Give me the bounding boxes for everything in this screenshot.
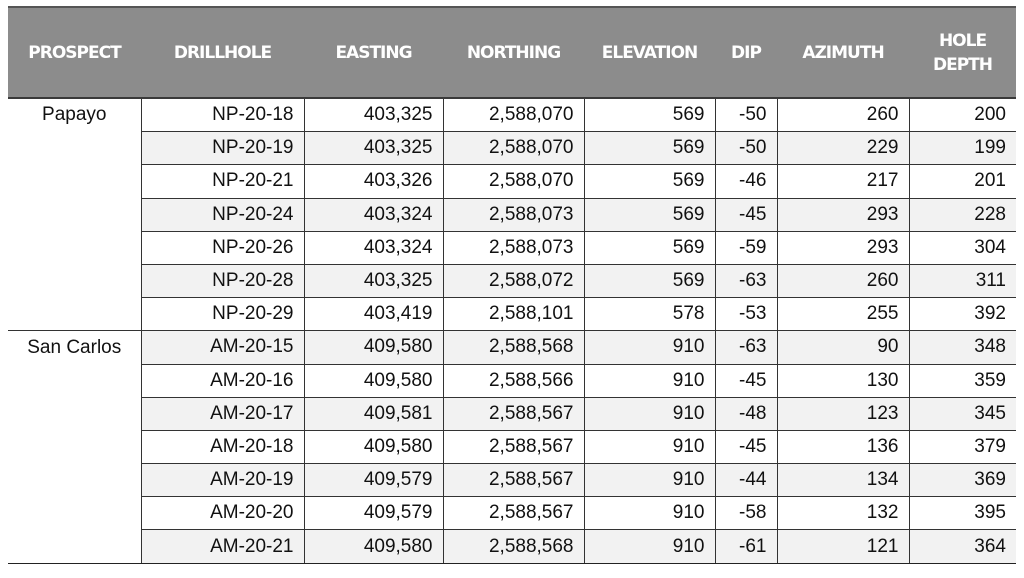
cell-northing: 2,588,070 (443, 98, 584, 132)
cell-dip: -50 (715, 98, 777, 132)
header-hole-depth (909, 7, 1016, 98)
cell-drillhole: AM-20-15 (141, 331, 304, 364)
table-row (8, 497, 1016, 530)
cell-dip: -45 (715, 198, 777, 231)
cell-prospect (8, 364, 141, 397)
cell-elevation: 910 (584, 497, 715, 530)
cell-easting: 403,324 (304, 231, 443, 264)
table-row (8, 364, 1016, 397)
table-row (8, 430, 1016, 463)
table-row (8, 298, 1016, 331)
cell-dip: -59 (715, 231, 777, 264)
cell-hole-depth: 392 (909, 298, 1016, 331)
cell-northing: 2,588,568 (443, 331, 584, 364)
cell-elevation: 569 (584, 132, 715, 165)
cell-hole-depth: 311 (909, 264, 1016, 297)
cell-elevation: 569 (584, 231, 715, 264)
cell-elevation: 578 (584, 298, 715, 331)
cell-azimuth: 293 (777, 231, 909, 264)
header-row (8, 7, 1016, 98)
cell-azimuth: 134 (777, 464, 909, 497)
cell-northing: 2,588,567 (443, 464, 584, 497)
cell-northing: 2,588,070 (443, 132, 584, 165)
cell-drillhole: AM-20-17 (141, 397, 304, 430)
cell-dip: -50 (715, 132, 777, 165)
cell-prospect (8, 132, 141, 165)
cell-hole-depth: 201 (909, 165, 1016, 198)
header-northing: NORTHING (443, 7, 584, 98)
cell-azimuth: 90 (777, 331, 909, 364)
cell-prospect (8, 165, 141, 198)
cell-hole-depth: 304 (909, 231, 1016, 264)
cell-azimuth: 123 (777, 397, 909, 430)
header-dip: DIP (715, 7, 777, 98)
cell-prospect (8, 464, 141, 497)
cell-azimuth: 255 (777, 298, 909, 331)
cell-northing: 2,588,566 (443, 364, 584, 397)
cell-prospect (8, 298, 141, 331)
cell-northing: 2,588,070 (443, 165, 584, 198)
table-header (8, 7, 1016, 98)
cell-azimuth: 260 (777, 264, 909, 297)
cell-prospect (8, 497, 141, 530)
cell-elevation: 569 (584, 165, 715, 198)
cell-elevation: 910 (584, 530, 715, 563)
cell-azimuth: 132 (777, 497, 909, 530)
table-row (8, 198, 1016, 231)
drillhole-table (8, 6, 1016, 564)
cell-azimuth: 229 (777, 132, 909, 165)
cell-azimuth: 121 (777, 530, 909, 563)
cell-drillhole: NP-20-26 (141, 231, 304, 264)
cell-elevation: 569 (584, 264, 715, 297)
cell-dip: -45 (715, 430, 777, 463)
cell-drillhole: NP-20-21 (141, 165, 304, 198)
cell-drillhole: AM-20-21 (141, 530, 304, 563)
cell-elevation: 569 (584, 98, 715, 132)
cell-prospect: Papayo (8, 98, 141, 132)
cell-prospect (8, 198, 141, 231)
table-row (8, 530, 1016, 563)
cell-northing: 2,588,567 (443, 497, 584, 530)
cell-northing: 2,588,567 (443, 397, 584, 430)
cell-hole-depth: 364 (909, 530, 1016, 563)
cell-drillhole: AM-20-19 (141, 464, 304, 497)
cell-prospect (8, 397, 141, 430)
cell-easting: 403,325 (304, 132, 443, 165)
cell-easting: 403,324 (304, 198, 443, 231)
header-elevation: ELEVATION (584, 7, 715, 98)
table-row (8, 397, 1016, 430)
cell-dip: -58 (715, 497, 777, 530)
cell-easting: 409,579 (304, 464, 443, 497)
cell-prospect (8, 430, 141, 463)
cell-elevation: 910 (584, 464, 715, 497)
header-hole-depth-label: HOLE DEPTH (932, 30, 992, 75)
cell-easting: 403,326 (304, 165, 443, 198)
cell-easting: 409,580 (304, 364, 443, 397)
table-row (8, 331, 1016, 364)
cell-dip: -63 (715, 264, 777, 297)
header-easting: EASTING (304, 7, 443, 98)
cell-drillhole: AM-20-20 (141, 497, 304, 530)
cell-easting: 409,581 (304, 397, 443, 430)
cell-drillhole: NP-20-18 (141, 98, 304, 132)
cell-drillhole: NP-20-24 (141, 198, 304, 231)
cell-prospect (8, 231, 141, 264)
cell-drillhole: AM-20-16 (141, 364, 304, 397)
cell-easting: 409,580 (304, 430, 443, 463)
cell-elevation: 910 (584, 430, 715, 463)
cell-drillhole: NP-20-29 (141, 298, 304, 331)
cell-dip: -53 (715, 298, 777, 331)
header-drillhole: DRILLHOLE (141, 7, 304, 98)
cell-elevation: 569 (584, 198, 715, 231)
cell-easting: 409,580 (304, 530, 443, 563)
cell-elevation: 910 (584, 397, 715, 430)
cell-azimuth: 260 (777, 98, 909, 132)
cell-northing: 2,588,101 (443, 298, 584, 331)
cell-hole-depth: 200 (909, 98, 1016, 132)
drillhole-table-container (8, 6, 1016, 564)
cell-prospect: San Carlos (8, 331, 141, 364)
cell-dip: -63 (715, 331, 777, 364)
cell-northing: 2,588,073 (443, 198, 584, 231)
cell-prospect (8, 530, 141, 563)
cell-azimuth: 293 (777, 198, 909, 231)
cell-hole-depth: 369 (909, 464, 1016, 497)
cell-hole-depth: 379 (909, 430, 1016, 463)
cell-northing: 2,588,073 (443, 231, 584, 264)
table-row (8, 231, 1016, 264)
cell-easting: 403,325 (304, 264, 443, 297)
cell-hole-depth: 228 (909, 198, 1016, 231)
cell-azimuth: 130 (777, 364, 909, 397)
table-row (8, 264, 1016, 297)
cell-elevation: 910 (584, 331, 715, 364)
cell-drillhole: NP-20-19 (141, 132, 304, 165)
cell-hole-depth: 395 (909, 497, 1016, 530)
header-azimuth: AZIMUTH (777, 7, 909, 98)
cell-easting: 409,579 (304, 497, 443, 530)
cell-dip: -45 (715, 364, 777, 397)
table-row (8, 98, 1016, 132)
cell-drillhole: AM-20-18 (141, 430, 304, 463)
cell-dip: -46 (715, 165, 777, 198)
cell-azimuth: 217 (777, 165, 909, 198)
table-row (8, 165, 1016, 198)
table-row (8, 132, 1016, 165)
table-row (8, 464, 1016, 497)
cell-northing: 2,588,567 (443, 430, 584, 463)
cell-hole-depth: 199 (909, 132, 1016, 165)
cell-northing: 2,588,072 (443, 264, 584, 297)
cell-hole-depth: 348 (909, 331, 1016, 364)
cell-dip: -61 (715, 530, 777, 563)
cell-easting: 403,419 (304, 298, 443, 331)
cell-easting: 403,325 (304, 98, 443, 132)
cell-hole-depth: 359 (909, 364, 1016, 397)
cell-prospect (8, 264, 141, 297)
cell-easting: 409,580 (304, 331, 443, 364)
cell-azimuth: 136 (777, 430, 909, 463)
cell-hole-depth: 345 (909, 397, 1016, 430)
table-body (8, 98, 1016, 563)
cell-dip: -48 (715, 397, 777, 430)
cell-dip: -44 (715, 464, 777, 497)
cell-elevation: 910 (584, 364, 715, 397)
cell-northing: 2,588,568 (443, 530, 584, 563)
header-prospect: PROSPECT (8, 7, 141, 98)
cell-drillhole: NP-20-28 (141, 264, 304, 297)
